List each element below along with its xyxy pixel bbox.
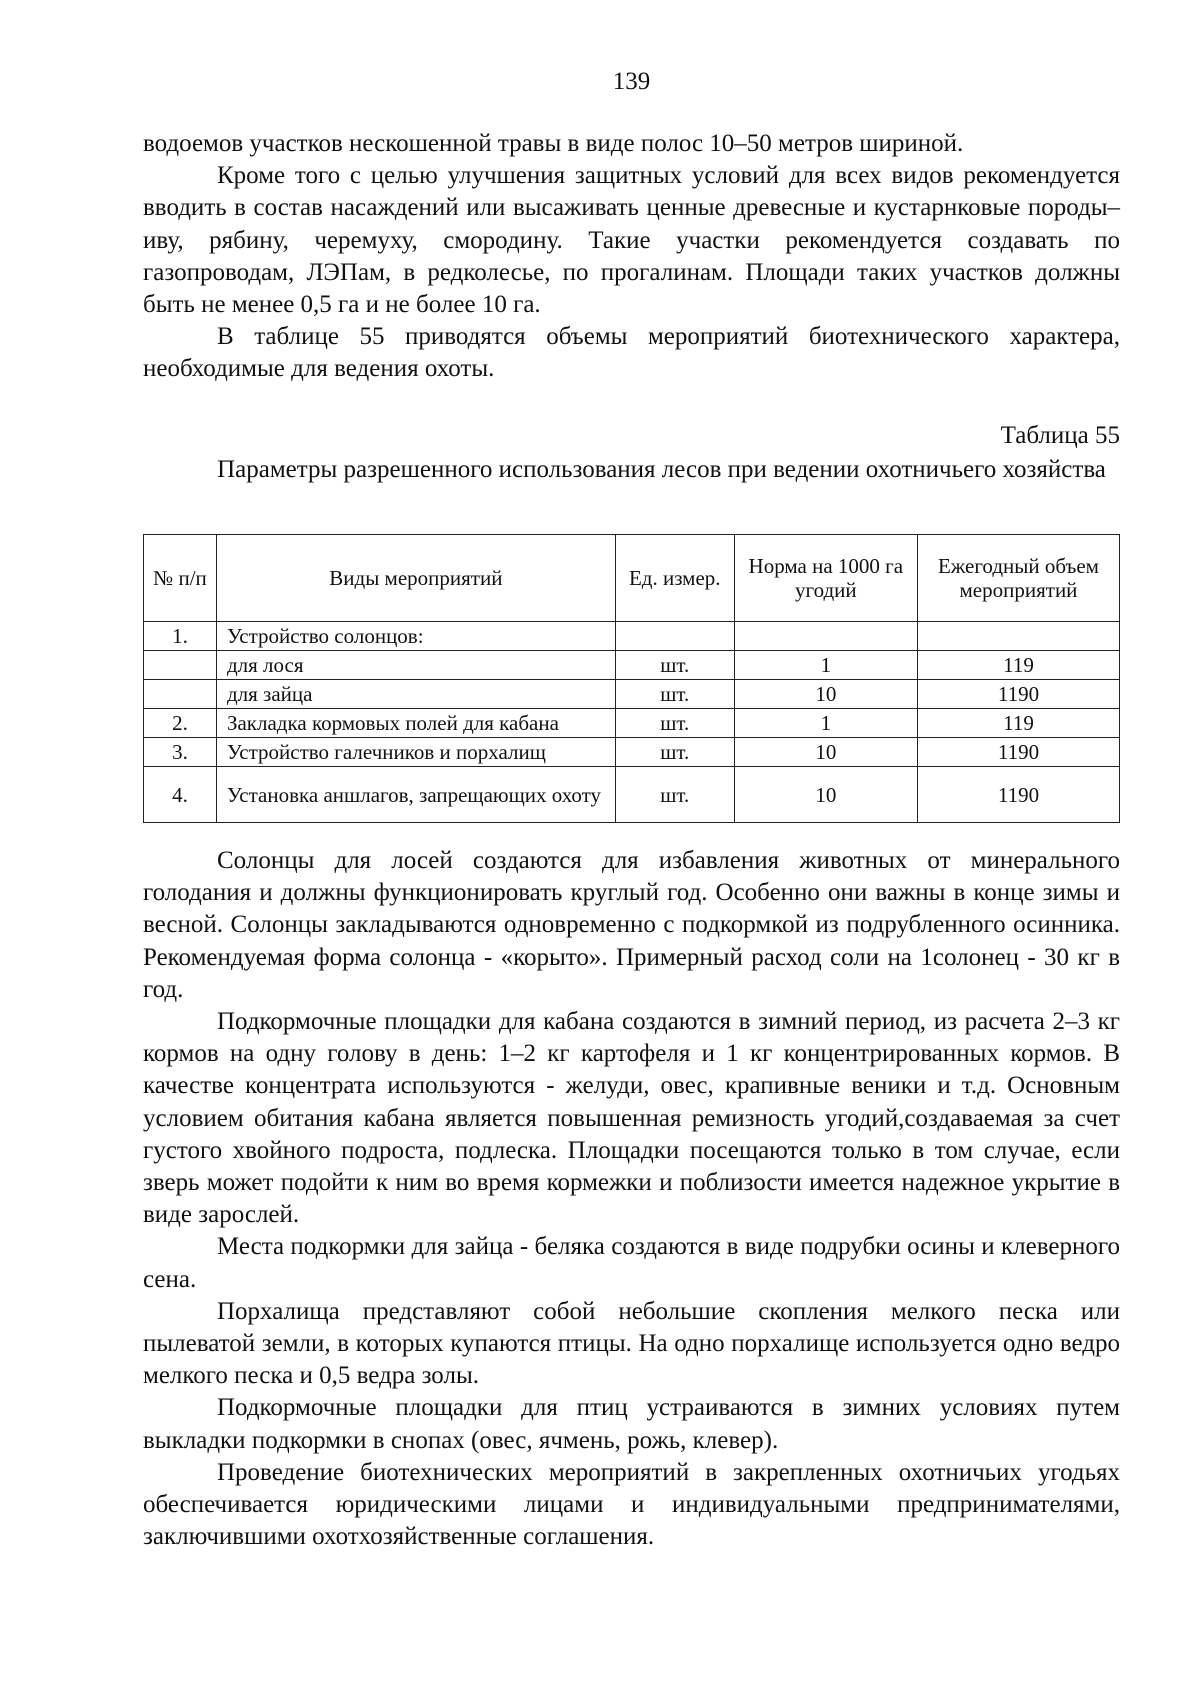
header-annual-volume: Ежегодный объем мероприятий <box>917 535 1119 622</box>
cell-unit: шт. <box>615 767 734 823</box>
cell-number: 2. <box>144 709 217 738</box>
paragraph: водоемов участков нескошенной травы в виде полос 10–50 метров шириной. <box>143 130 964 157</box>
cell-number: 4. <box>144 767 217 823</box>
cell-measure: Закладка кормовых полей для кабана <box>216 709 615 738</box>
paragraph: Проведение биотехнических мероприятий в закрепленных охотничьих угодьях обеспечивается юридическими лицами и индивидуальными предпринимателями, заключившими охотхозяйственные соглашения. <box>143 1458 1120 1551</box>
cell-norm: 10 <box>734 738 917 767</box>
table-row <box>144 738 1120 767</box>
table-row <box>144 767 1120 823</box>
paragraph: Кроме того с целью улучшения защитных условий для всех видов рекомендуется вводить в состав насаждений или высаживать ценные древесные и кустарнковые породы–иву, рябину, черемуху, смородину. Такие участки рекомендуется создавать по газопроводам, ЛЭПам, в редколесье, по прогалинам. Площади таких участков должны быть не менее 0,5 га и не более 10 га. <box>143 162 1120 319</box>
table-title: Параметры разрешенного использования лесов при ведении охотничьего хозяйства <box>217 456 1106 483</box>
cell-measure: Устройство галечников и порхалищ <box>216 738 615 767</box>
cell-number: 3. <box>144 738 217 767</box>
cell-volume: 119 <box>917 709 1119 738</box>
paragraph: Подкормочные площадки для кабана создаются в зимний период, из расчета 2–3 кг кормов на одну голову в день: 1–2 кг картофеля и 1 кг концентрированных кормов. В качестве концентрата используются - желуди, овес, крапивные веники и т.д. Основным условием обитания кабана является повышенная ремизность угодий,создаваемая за счет густого хвойного подроста, подлеска. Площадки посещаются только в том случае, если зверь может подойти к ним во время кормежки и поблизости имеется надежное укрытие в виде зарослей. <box>143 1008 1120 1229</box>
header-measure-type: Виды мероприятий <box>216 535 615 622</box>
table-row <box>144 651 1120 680</box>
cell-unit <box>615 622 734 651</box>
paragraph: Места подкормки для зайца - беляка создаются в виде подрубки осины и клеверного сена. <box>143 1233 1120 1293</box>
cell-norm: 10 <box>734 680 917 709</box>
cell-volume: 119 <box>917 651 1119 680</box>
cell-norm: 1 <box>734 651 917 680</box>
table-row <box>144 680 1120 709</box>
table-header-row <box>144 535 1120 622</box>
table-row <box>144 622 1120 651</box>
cell-number <box>144 680 217 709</box>
header-number: № п/п <box>144 535 217 622</box>
cell-volume <box>917 622 1119 651</box>
table-number: Таблица 55 <box>1000 422 1120 449</box>
cell-measure: для лося <box>216 651 615 680</box>
paragraph: В таблице 55 приводятся объемы мероприятий биотехнического характера, необходимые для ведения охоты. <box>143 323 1120 383</box>
cell-measure: Установка аншлагов, запрещающих охоту <box>216 767 615 823</box>
header-norm: Норма на 1000 га угодий <box>734 535 917 622</box>
paragraph: Солонцы для лосей создаются для избавления животных от минерального голодания и должны функционировать круглый год. Особенно они важны в конце зимы и весной. Солонцы закладываются одновременно с подкормкой из подрубленного осинника. Рекомендуемая форма солонца - «корыто». Примерный расход соли на 1солонец - 30 кг в год. <box>143 847 1120 1003</box>
cell-volume: 1190 <box>917 767 1119 823</box>
intro-text <box>143 128 1120 386</box>
measures-table <box>143 534 1120 823</box>
page-number: 139 <box>612 68 651 95</box>
body-text <box>143 845 1120 1553</box>
paragraph: Порхалища представляют собой небольшие скопления мелкого песка или пылеватой земли, в которых купаются птицы. На одно порхалище используется одно ведро мелкого песка и 0,5 ведра золы. <box>143 1297 1120 1390</box>
paragraph: Подкормочные площадки для птиц устраиваются в зимних условиях путем выкладки подкормки в снопах (овес, ячмень, рожь, клевер). <box>143 1394 1120 1454</box>
cell-measure: для зайца <box>216 680 615 709</box>
cell-number: 1. <box>144 622 217 651</box>
cell-unit: шт. <box>615 680 734 709</box>
cell-number <box>144 651 217 680</box>
cell-unit: шт. <box>615 709 734 738</box>
cell-unit: шт. <box>615 651 734 680</box>
cell-measure: Устройство солонцов: <box>216 622 615 651</box>
cell-unit: шт. <box>615 738 734 767</box>
cell-volume: 1190 <box>917 680 1119 709</box>
table-row <box>144 709 1120 738</box>
cell-volume: 1190 <box>917 738 1119 767</box>
cell-norm <box>734 622 917 651</box>
cell-norm: 1 <box>734 709 917 738</box>
header-unit: Ед. измер. <box>615 535 734 622</box>
cell-norm: 10 <box>734 767 917 823</box>
